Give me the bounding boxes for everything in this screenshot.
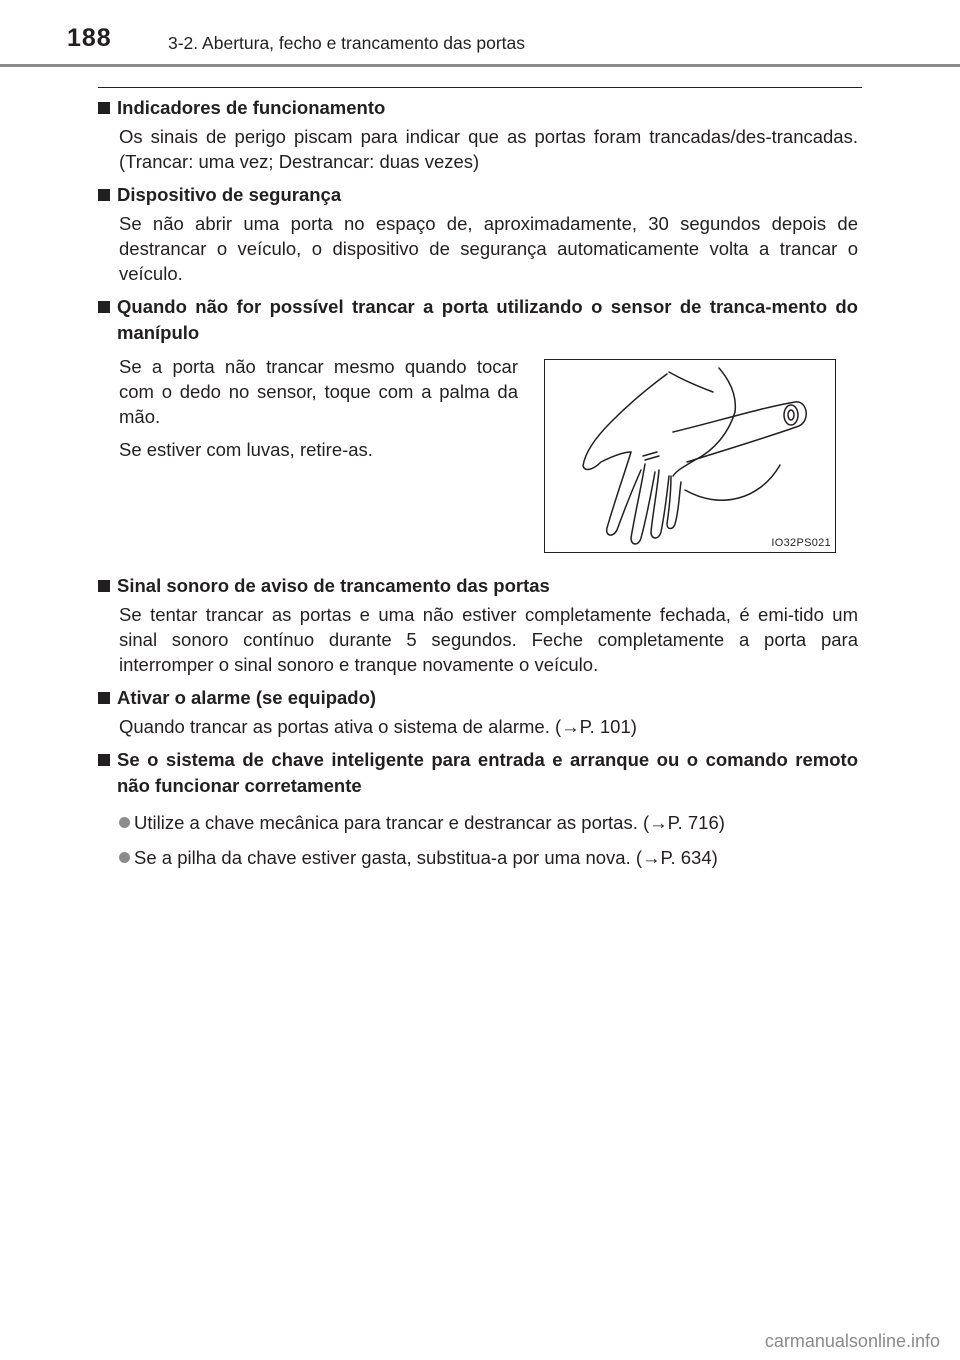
section-paragraph: Se a porta não trancar mesmo quando tocar com o dedo no sensor, toque com a palma da mão. (119, 356, 518, 427)
section-heading: Indicadores de funcionamento (98, 95, 858, 121)
section-handle-sensor (98, 294, 858, 346)
square-bullet-icon (98, 754, 110, 766)
section-body: Se tentar trancar as portas e uma não estiver completamente fechada, é emi-tido um sinal sonoro contínuo durante 5 segundos. Feche completamente a porta para interromper o sinal sonoro e tranque novamente o veículo. (119, 604, 858, 675)
section-heading: Sinal sonoro de aviso de trancamento das portas (98, 573, 858, 599)
figure-code: IO32PS021 (771, 537, 831, 549)
hand-on-door-handle-illustration (544, 359, 836, 553)
section-lock-warning-buzzer (98, 573, 858, 677)
list-item: Se a pilha da chave estiver gasta, substitua-a por uma nova. (→P. 634) (98, 845, 858, 870)
section-heading: Dispositivo de segurança (98, 182, 858, 208)
square-bullet-icon (98, 301, 110, 313)
section-paragraph: Se estiver com luvas, retire-as. (119, 439, 373, 460)
section-body: Quando trancar as portas ativa o sistema de alarme. (→P. 101) (119, 716, 637, 737)
hand-touching-handle-icon (545, 360, 835, 552)
section-body: Os sinais de perigo piscam para indicar que as portas foram trancadas/des-trancadas. (Trancar: uma vez; Destrancar: duas vezes) (119, 126, 858, 172)
section-alarm (98, 685, 858, 739)
round-bullet-icon (119, 852, 130, 863)
section-title: 3-2. Abertura, fecho e trancamento das portas (168, 33, 526, 53)
page-header (0, 0, 960, 66)
section-heading: Se o sistema de chave inteligente para entrada e arranque ou o comando remoto não funcionar corretamente (98, 747, 858, 799)
section-heading: Ativar o alarme (se equipado) (98, 685, 858, 711)
section-operation-indicators (98, 95, 858, 174)
content-top-rule (98, 87, 862, 88)
page-number: 188 (67, 24, 112, 52)
section-body: Se não abrir uma porta no espaço de, aproximadamente, 30 segundos depois de destrancar o veículo, o dispositivo de segurança automaticamente volta a trancar o veículo. (119, 213, 858, 284)
round-bullet-icon (119, 817, 130, 828)
square-bullet-icon (98, 189, 110, 201)
section-heading: Quando não for possível trancar a porta utilizando o sensor de tranca-mento do manípulo (98, 294, 858, 346)
square-bullet-icon (98, 580, 110, 592)
watermark: carmanualsonline.info (764, 1331, 940, 1351)
list-item: Utilize a chave mecânica para trancar e destrancar as portas. (→P. 716) (98, 810, 858, 835)
section-safety-device (98, 182, 858, 286)
header-rule (0, 64, 960, 67)
square-bullet-icon (98, 692, 110, 704)
square-bullet-icon (98, 102, 110, 114)
section-smart-key-malfunction (98, 747, 858, 870)
